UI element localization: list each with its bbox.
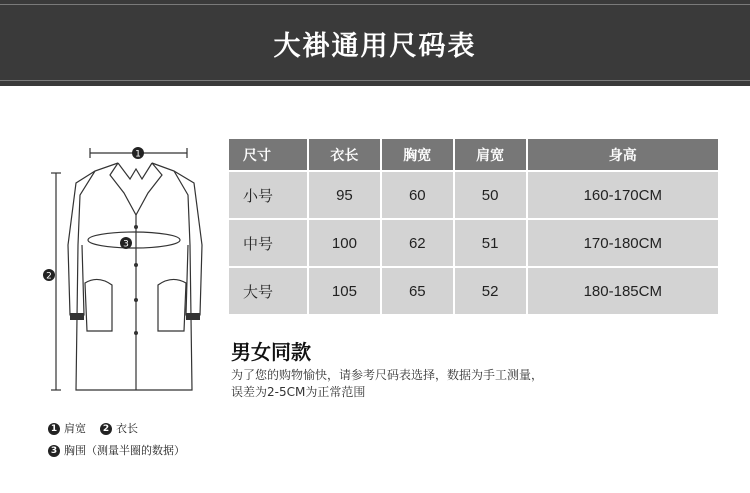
unisex-title: 男女同款 [231, 340, 311, 364]
table-row [229, 266, 718, 314]
marker-1 [132, 147, 144, 160]
marker-2 [43, 269, 55, 282]
header-size: 尺寸 [229, 139, 309, 170]
legend-num-3: 3 [48, 445, 60, 457]
note-line-1: 为了您的购物愉快，请参考尺码表选择，数据为手工测量， [231, 368, 544, 382]
cell-chest: 60 [382, 170, 455, 218]
cell-chest: 65 [382, 266, 455, 314]
cell-length: 105 [309, 266, 382, 314]
legend-num-1: 1 [48, 423, 60, 435]
header-height: 身高 [528, 139, 718, 170]
header-length: 衣长 [309, 139, 382, 170]
banner-line-bottom [0, 80, 750, 81]
svg-text:3: 3 [123, 239, 129, 250]
table-header-row [229, 139, 718, 170]
legend-length-label: 衣长 [116, 422, 138, 435]
cell-height: 160-170CM [528, 170, 718, 218]
coat-diagram [40, 135, 210, 435]
measurement-legend [48, 418, 185, 462]
table-row [229, 218, 718, 266]
legend-chest-label: 胸围（测量半圈的数据） [64, 444, 185, 457]
cell-height: 180-185CM [528, 266, 718, 314]
size-note [231, 367, 543, 401]
cell-shoulder: 52 [455, 266, 528, 314]
cell-size: 小号 [229, 170, 309, 218]
cell-height: 170-180CM [528, 218, 718, 266]
svg-text:2: 2 [46, 271, 52, 282]
cell-length: 100 [309, 218, 382, 266]
chest-measure-ellipse [88, 232, 180, 248]
header-shoulder: 肩宽 [455, 139, 528, 170]
banner-line-top [0, 4, 750, 5]
svg-text:1: 1 [135, 149, 141, 160]
cell-shoulder: 50 [455, 170, 528, 218]
cell-size: 大号 [229, 266, 309, 314]
table-row [229, 170, 718, 218]
header-chest: 胸宽 [382, 139, 455, 170]
legend-shoulder-label: 肩宽 [64, 422, 86, 435]
cell-length: 95 [309, 170, 382, 218]
cell-size: 中号 [229, 218, 309, 266]
size-table [229, 139, 718, 314]
legend-num-2: 2 [100, 423, 112, 435]
title-banner [0, 0, 750, 86]
page-title: 大褂通用尺码表 [273, 31, 477, 62]
cell-shoulder: 51 [455, 218, 528, 266]
note-line-2: 误差为2-5CM为正常范围 [231, 385, 366, 399]
cell-chest: 62 [382, 218, 455, 266]
